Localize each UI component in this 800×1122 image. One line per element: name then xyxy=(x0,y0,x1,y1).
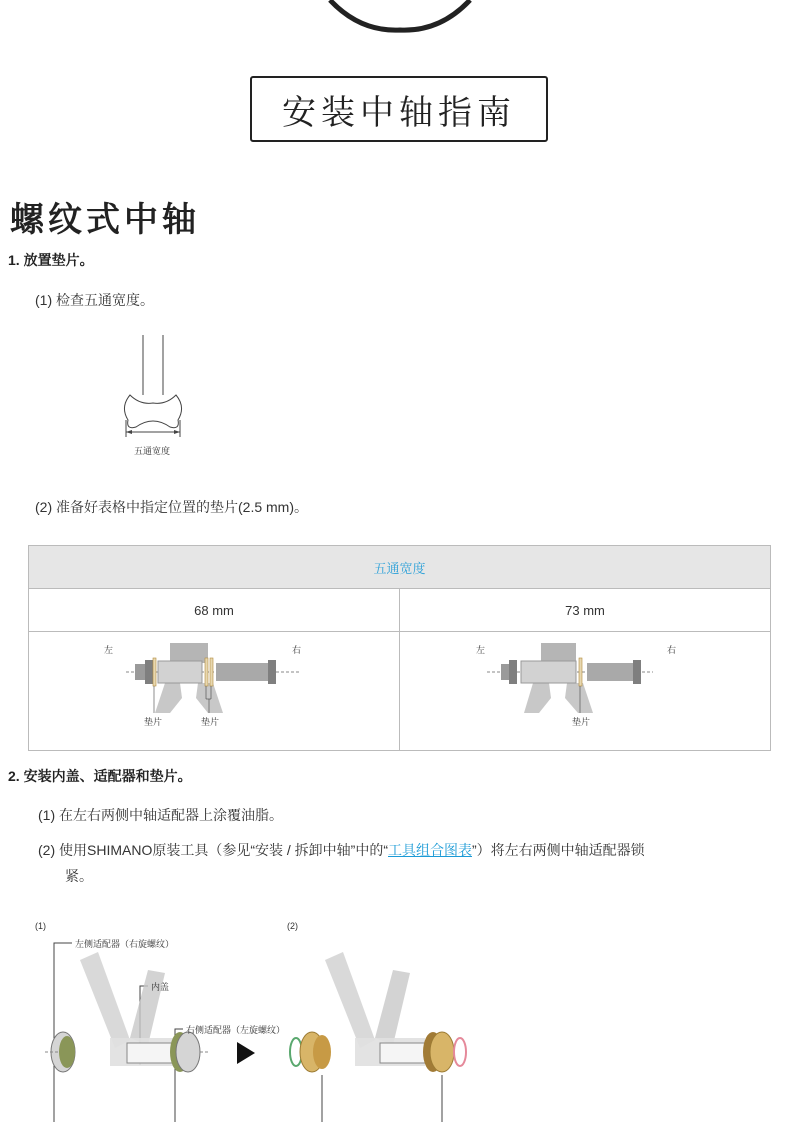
page-title-box xyxy=(250,76,548,142)
figure-label-2: (2) xyxy=(287,921,298,931)
diagram-68mm-cell xyxy=(29,632,400,751)
left-label-73: 左 xyxy=(476,645,486,655)
step2-sub2-post: ”）将左右两侧中轴适配器锁 xyxy=(472,842,645,858)
step2-sub1: (1) 在左右两侧中轴适配器上涂覆油脂。 xyxy=(38,807,283,823)
inner-cover-label: 内盖 xyxy=(151,982,170,992)
page-title: 安装中轴指南 xyxy=(282,93,516,132)
diagram-73mm xyxy=(401,633,769,746)
diagram-68mm xyxy=(30,633,398,746)
bb-shell-width-figure xyxy=(110,335,200,457)
step2-sub2-cont: 紧。 xyxy=(65,868,93,884)
step1-sub2: (2) 准备好表格中指定位置的垫片(2.5 mm)。 xyxy=(35,499,308,515)
table-col-68: 68 mm xyxy=(29,589,400,632)
step2-sub2 xyxy=(38,840,798,860)
table-col-73: 73 mm xyxy=(400,589,771,632)
right-adapter-label: 右侧适配器（左旋螺纹） xyxy=(186,1025,286,1035)
step1-sub1: (1) 检查五通宽度。 xyxy=(35,292,154,308)
step1-label: 1. 放置垫片。 xyxy=(8,252,94,268)
section-title: 螺纹式中轴 xyxy=(10,201,200,239)
bb-width-caption: 五通宽度 xyxy=(134,446,171,456)
right-label-73: 右 xyxy=(667,645,677,655)
right-label-68: 右 xyxy=(292,645,302,655)
tool-combination-chart-link[interactable]: 工具组合图表 xyxy=(388,842,472,858)
diagram-73mm-cell xyxy=(400,632,771,751)
table-header: 五通宽度 xyxy=(29,546,771,589)
left-adapter-label: 左侧适配器（右旋螺纹） xyxy=(75,939,175,949)
step2-label: 2. 安装内盖、适配器和垫片。 xyxy=(8,768,192,784)
spacer-label-73: 垫片 xyxy=(572,717,591,727)
left-label-68: 左 xyxy=(104,645,114,655)
figure-label-1: (1) xyxy=(35,921,46,931)
spacer-label-68-a: 垫片 xyxy=(144,717,163,727)
step2-sub2-pre: (2) 使用SHIMANO原装工具（参见“安装 / 拆卸中轴”中的“ xyxy=(38,842,388,858)
spacer-label-68-b: 垫片 xyxy=(201,717,220,727)
top-arc-graphic xyxy=(300,0,500,34)
spacer-table xyxy=(28,545,771,751)
